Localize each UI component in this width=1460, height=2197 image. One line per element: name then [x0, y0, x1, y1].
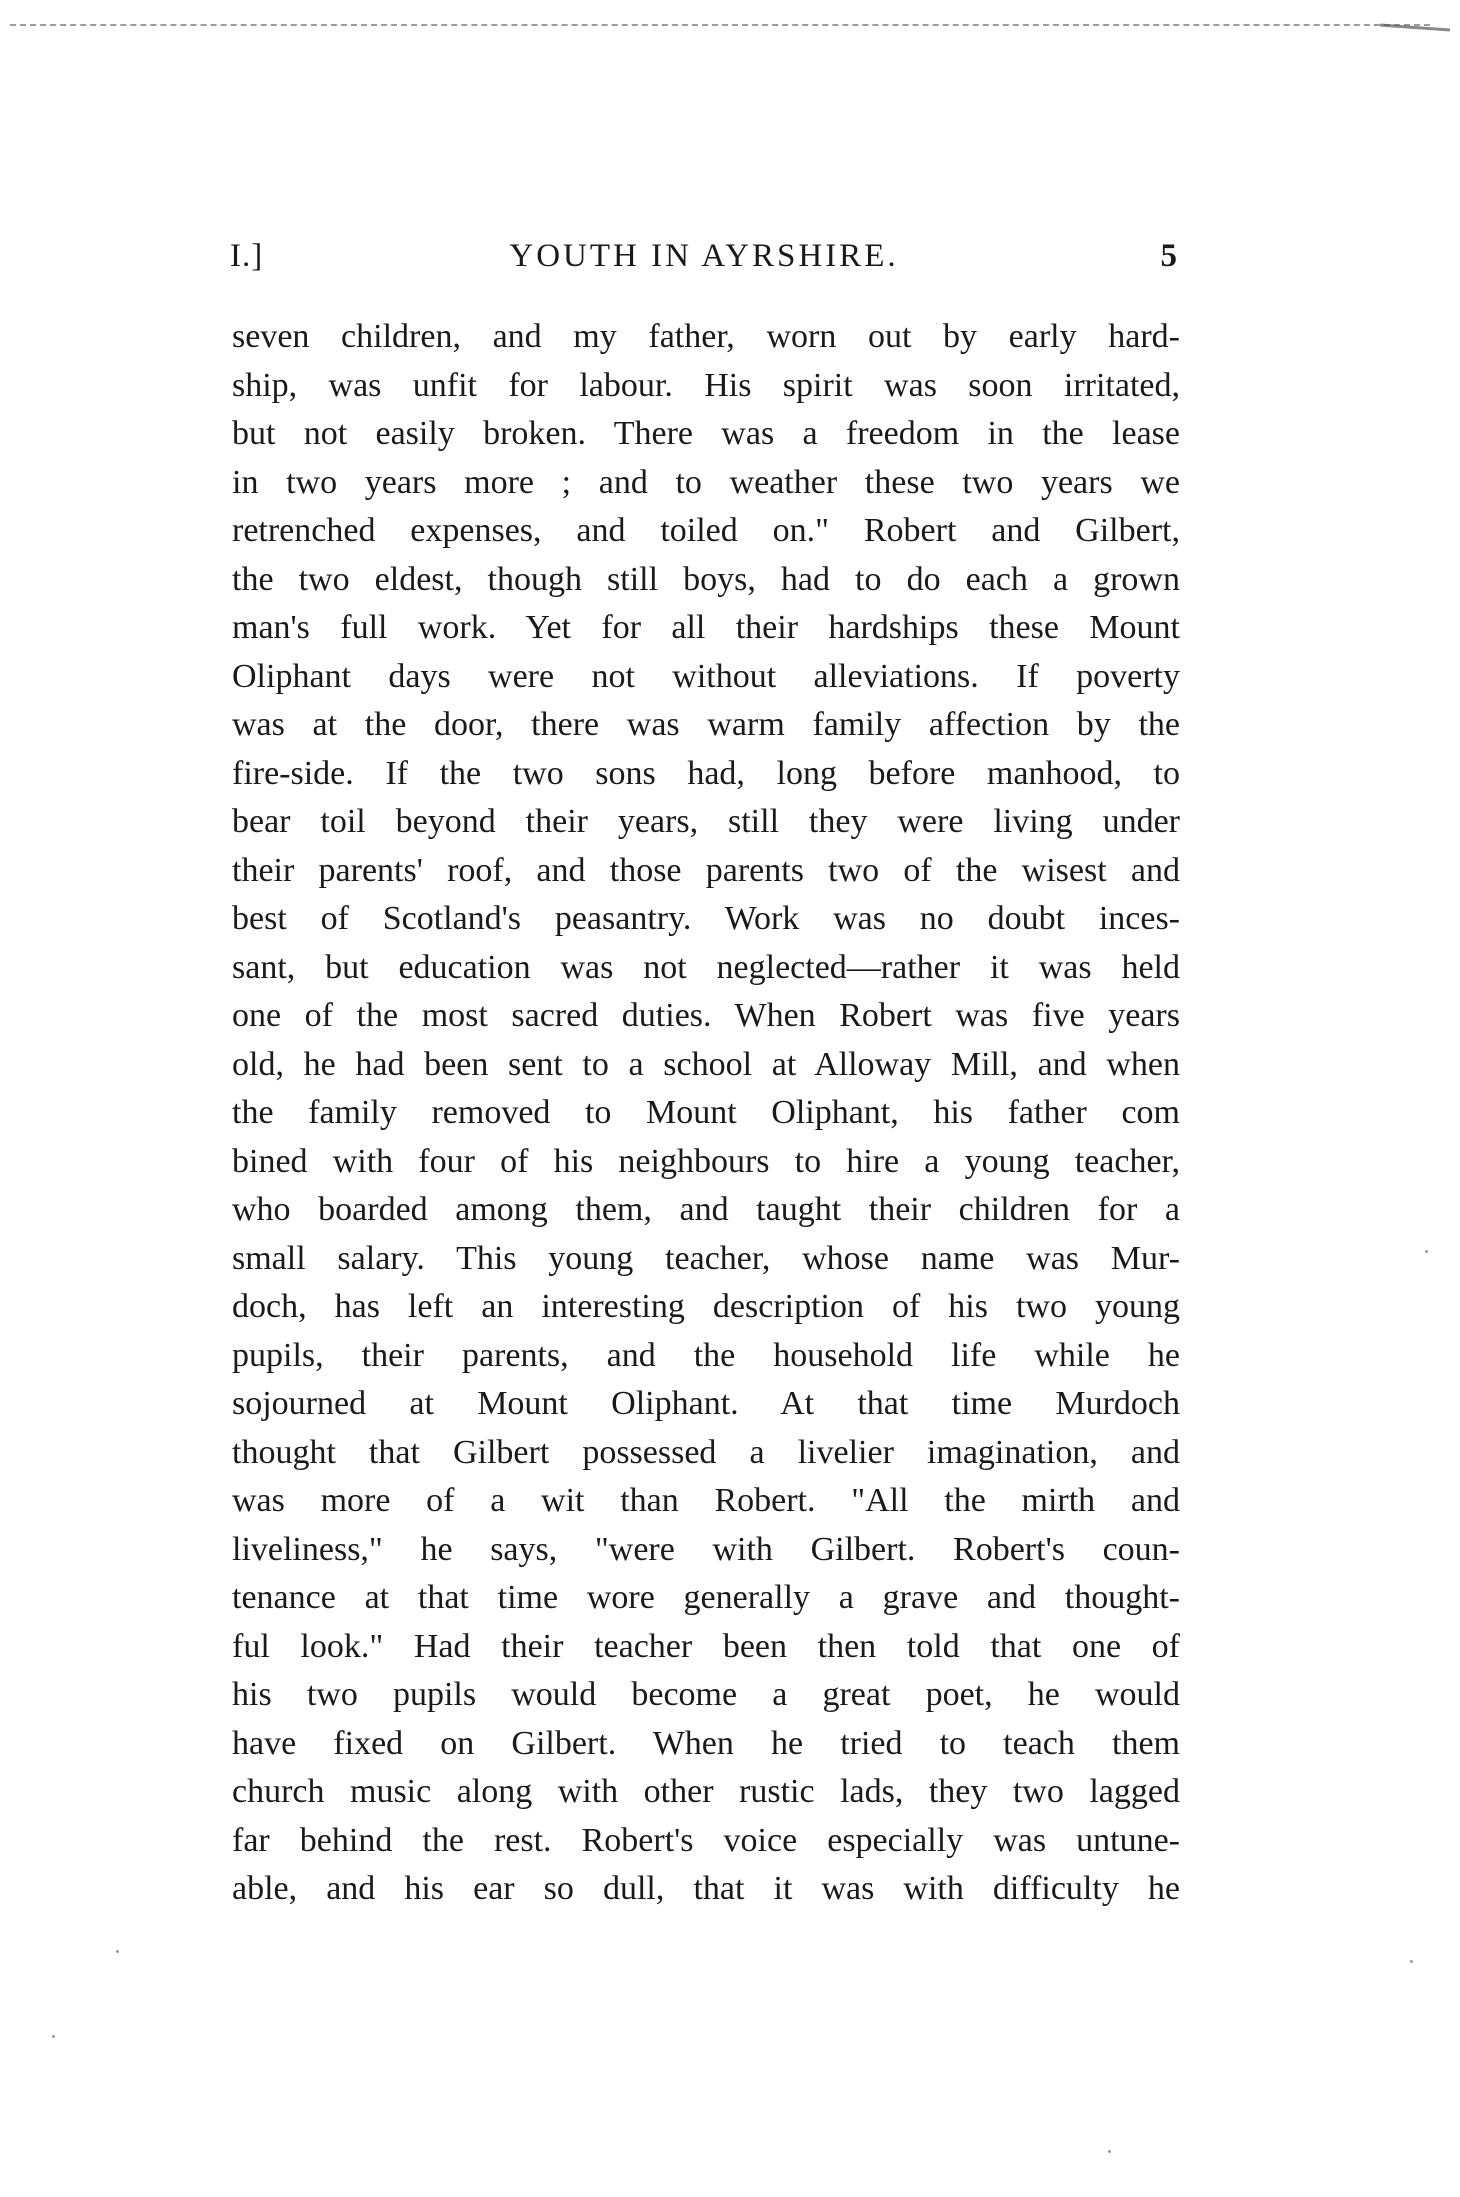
text-line: sant, but education was not neglected—rather it was held [232, 948, 1180, 986]
text-line: ship, was unfit for labour. His spirit was soon irritated, [232, 366, 1180, 404]
chapter-mark: I.] [230, 238, 264, 274]
text-line: doch, has left an interesting description of his two young [232, 1288, 1180, 1325]
page-number: 5 [1160, 238, 1178, 274]
text-line: their parents' roof, and those parents two of the wisest and [232, 851, 1180, 889]
text-line: tenance at that time wore generally a grave and thought- [232, 1579, 1180, 1616]
text-line: thought that Gilbert possessed a livelier imagination, and [232, 1433, 1180, 1471]
text-line: seven children, and my father, worn out by early hard- [232, 318, 1180, 355]
text-line: was at the door, there was warm family affection by the [232, 706, 1180, 743]
scan-speck [1410, 1960, 1413, 1963]
text-line: old, he had been sent to a school at Alloway Mill, and when [232, 1045, 1180, 1083]
text-line: have fixed on Gilbert. When he tried to teach them [232, 1724, 1180, 1762]
text-line: fire-side. If the two sons had, long before manhood, to [232, 754, 1180, 792]
text-line: ful look." Had their teacher been then told that one of [232, 1627, 1180, 1665]
text-line: sojourned at Mount Oliphant. At that time Murdoch [232, 1385, 1180, 1422]
scan-speck [52, 2035, 55, 2038]
text-line: church music along with other rustic lads, they two lagged [232, 1773, 1180, 1810]
text-line: his two pupils would become a great poet, he would [232, 1676, 1180, 1713]
running-header [230, 238, 1178, 288]
scan-edge-rule [10, 24, 1430, 26]
text-line: small salary. This young teacher, whose name was Mur- [232, 1239, 1180, 1277]
text-line: in two years more ; and to weather these two years we [232, 463, 1180, 501]
text-line: who boarded among them, and taught their children for a [232, 1191, 1180, 1228]
text-line: able, and his ear so dull, that it was with difficulty he [232, 1870, 1180, 1907]
text-line: was more of a wit than Robert. "All the mirth and [232, 1482, 1180, 1519]
text-line: one of the most sacred duties. When Robert was five years [232, 997, 1180, 1034]
text-line: pupils, their parents, and the household life while he [232, 1336, 1180, 1374]
text-line: the family removed to Mount Oliphant, his father com [232, 1094, 1180, 1131]
text-line: liveliness," he says, "were with Gilbert. Robert's coun- [232, 1530, 1180, 1568]
running-title: YOUTH IN AYRSHIRE. [509, 238, 899, 274]
text-line: but not easily broken. There was a freedom in the lease [232, 415, 1180, 452]
scan-speck [1425, 1250, 1428, 1253]
text-line: man's full work. Yet for all their hardships these Mount [232, 609, 1180, 646]
text-line: bined with four of his neighbours to hire a young teacher, [232, 1142, 1180, 1180]
text-line: best of Scotland's peasantry. Work was no doubt inces- [232, 900, 1180, 937]
text-line: bear toil beyond their years, still they were living under [232, 803, 1180, 840]
text-line: Oliphant days were not without alleviations. If poverty [232, 657, 1180, 695]
body-text [232, 313, 1180, 1914]
text-line: retrenched expenses, and toiled on." Robert and Gilbert, [232, 512, 1180, 549]
text-line: the two eldest, though still boys, had to do each a grown [232, 560, 1180, 598]
text-line: far behind the rest. Robert's voice especially was untune- [232, 1821, 1180, 1859]
scan-speck [116, 1950, 119, 1953]
scan-speck [1108, 2150, 1111, 2153]
